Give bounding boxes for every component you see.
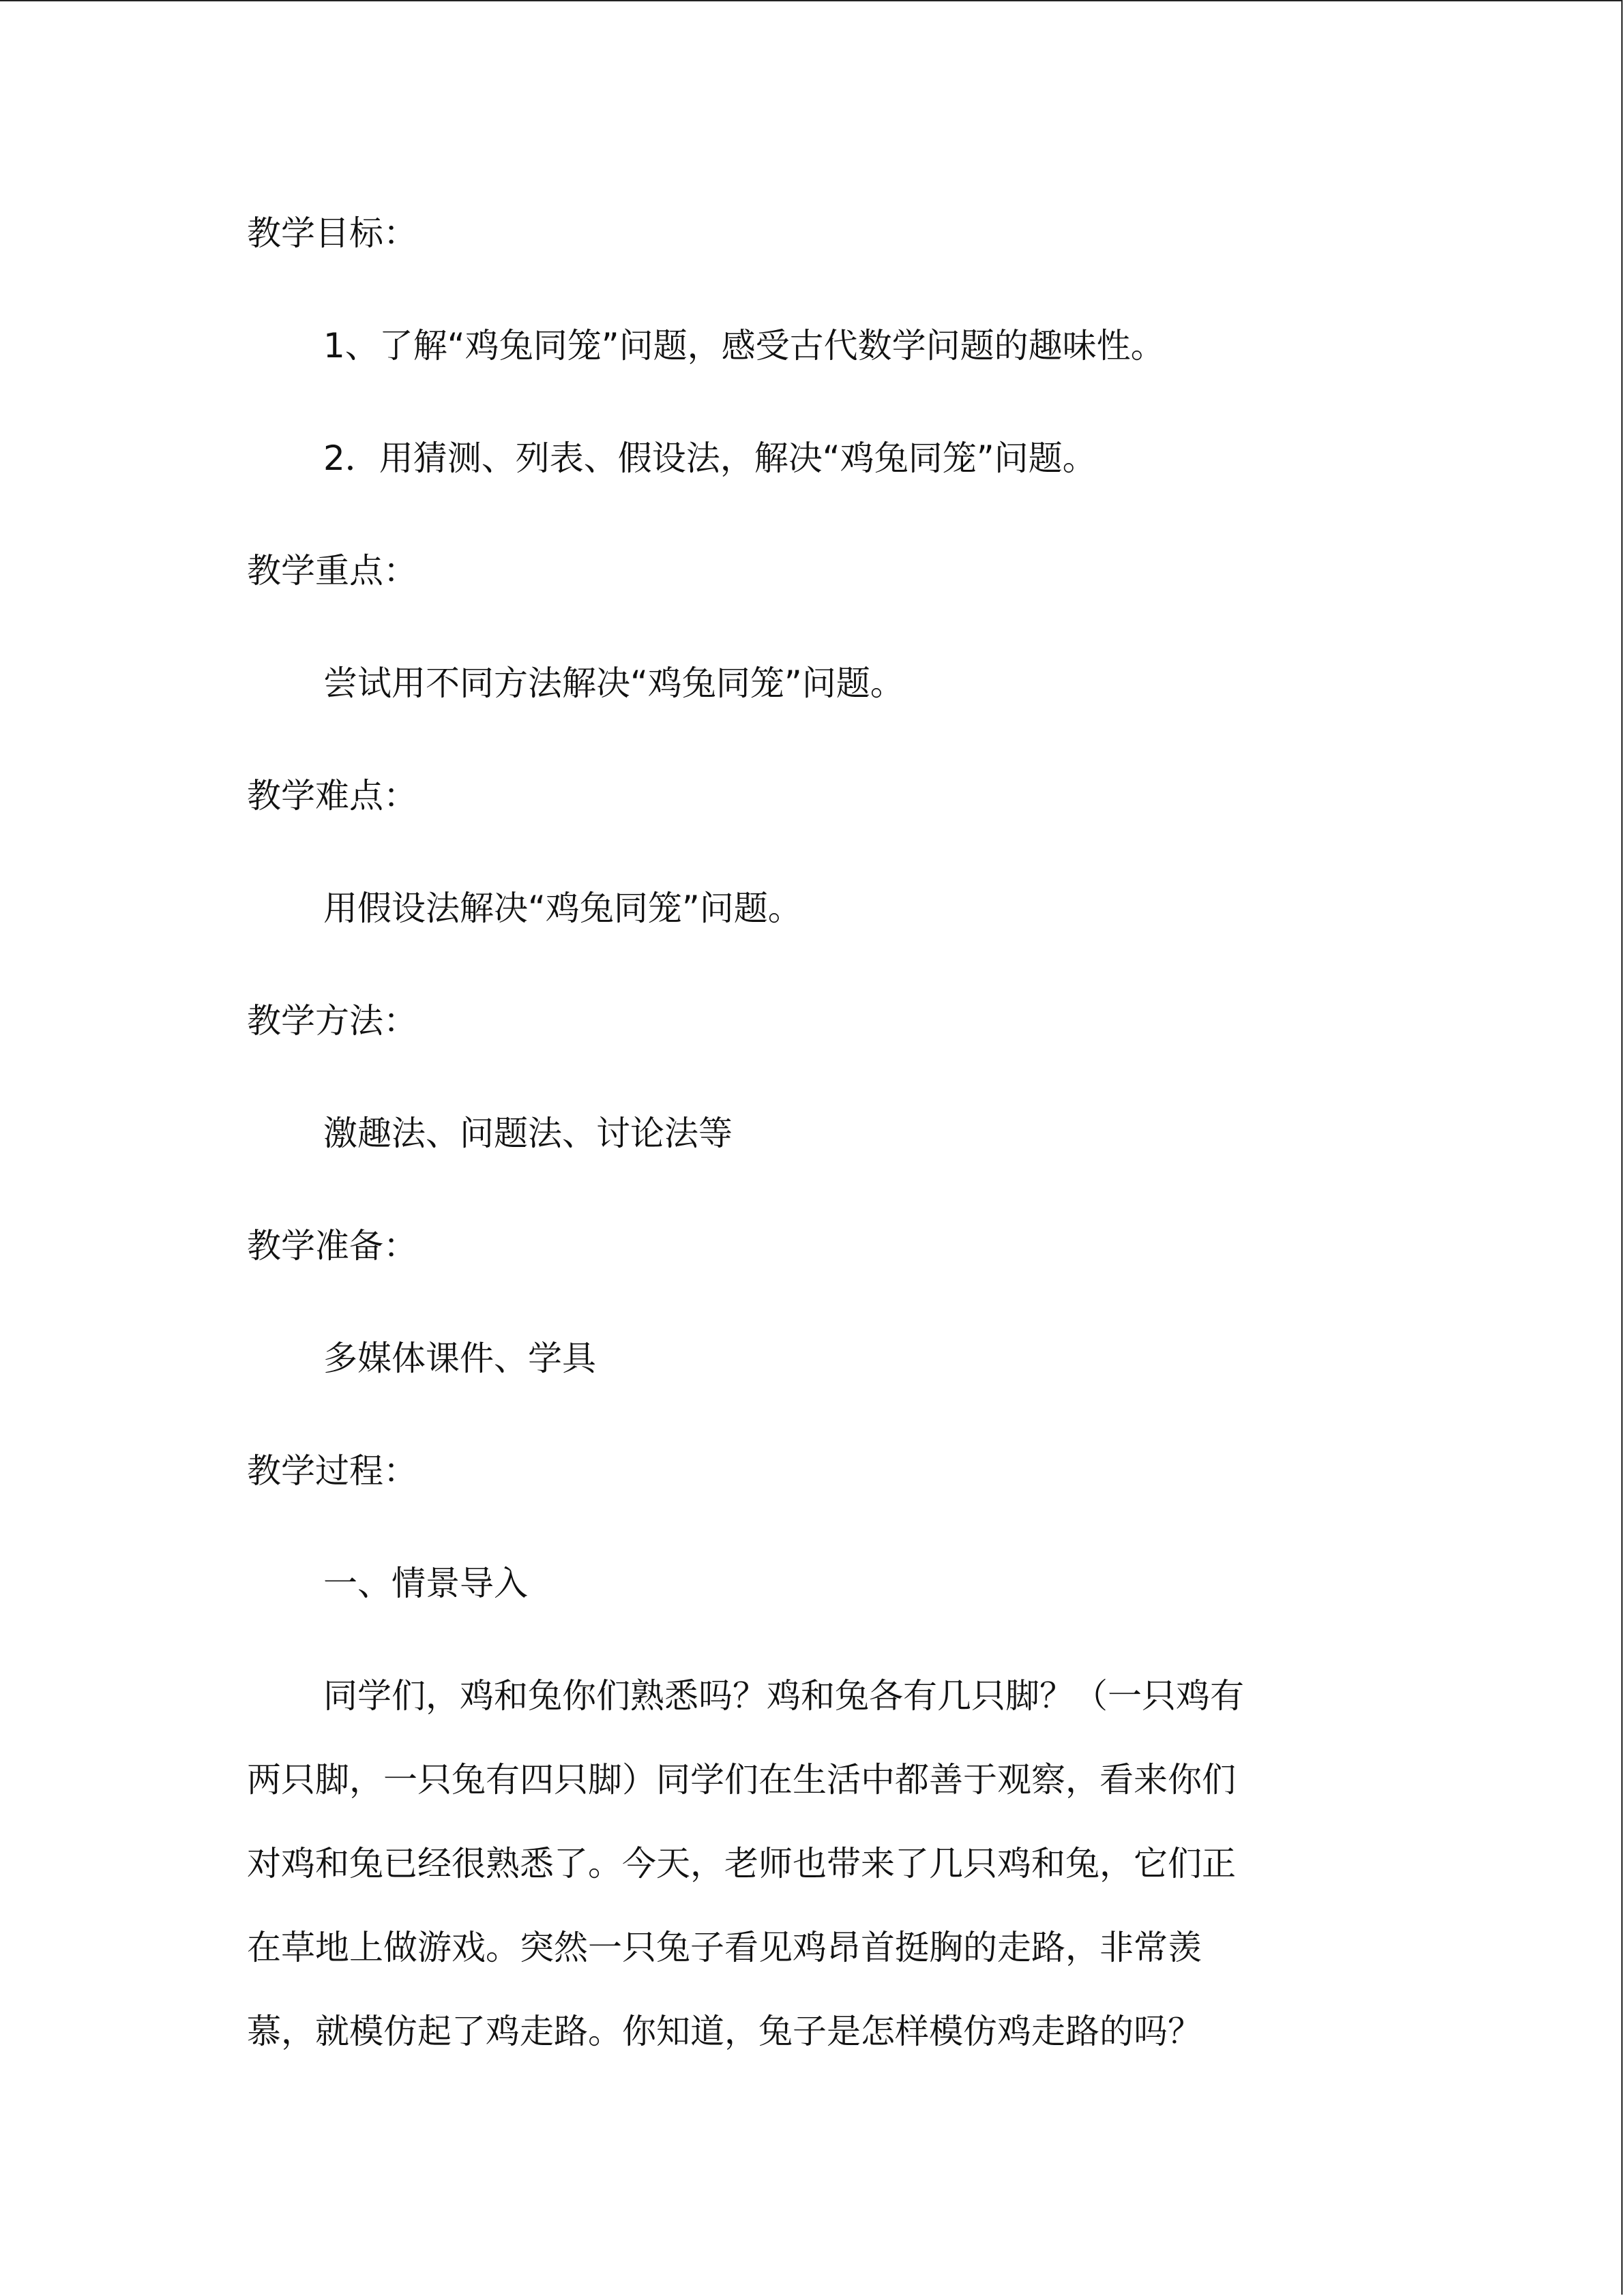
paragraph-line: 慕，就模仿起了鸡走路。你知道，兔子是怎样模仿鸡走路的吗？ — [247, 2012, 1202, 2051]
paragraph-line: 两只脚，一只兔有四只脚）同学们在生活中都善于观察，看来你们 — [247, 1760, 1236, 1800]
process-step-1: 一、情景导入 — [323, 1564, 528, 1603]
paragraph-line: 同学们，鸡和兔你们熟悉吗？鸡和兔各有几只脚？（一只鸡有 — [323, 1676, 1244, 1716]
objective-item-2: 2．用猜测、列表、假设法，解决“鸡兔同笼”问题。 — [323, 438, 1097, 478]
heading-teaching-difficulty: 教学难点： — [247, 776, 417, 816]
focus-item: 尝试用不同方法解决“鸡兔同笼”问题。 — [323, 664, 904, 703]
difficulty-item: 用假设法解决“鸡兔同笼”问题。 — [323, 889, 802, 928]
preparation-item: 多媒体课件、学具 — [323, 1339, 596, 1378]
objective-item-1: 1、了解“鸡兔同笼”问题，感受古代数学问题的趣味性。 — [323, 326, 1165, 366]
paragraph-line: 在草地上做游戏。突然一只兔子看见鸡昂首挺胸的走路，非常羡 — [247, 1928, 1202, 1967]
heading-teaching-methods: 教学方法： — [247, 1001, 417, 1041]
heading-teaching-process: 教学过程： — [247, 1451, 417, 1491]
heading-teaching-objectives: 教学目标： — [247, 213, 417, 253]
heading-teaching-focus: 教学重点： — [247, 551, 417, 591]
heading-teaching-preparation: 教学准备： — [247, 1226, 417, 1266]
methods-item: 激趣法、问题法、讨论法等 — [323, 1114, 733, 1153]
intro-paragraph — [247, 1675, 1372, 2052]
paragraph-line: 对鸡和兔已经很熟悉了。今天，老师也带来了几只鸡和兔，它们正 — [247, 1844, 1236, 1883]
document-content — [247, 213, 1372, 2095]
